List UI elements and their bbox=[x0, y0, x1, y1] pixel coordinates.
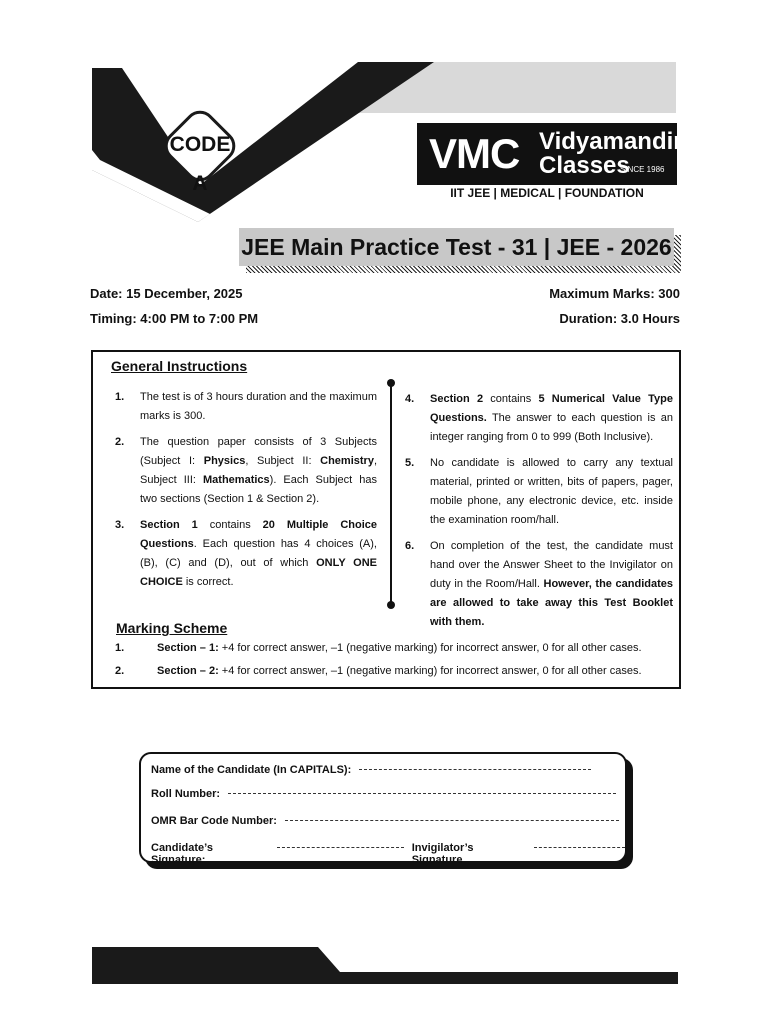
instruction-text-part: Section 2 bbox=[430, 393, 484, 405]
invigilator-signature-line[interactable] bbox=[534, 847, 625, 848]
instruction-number: 4. bbox=[405, 393, 415, 405]
instructions-left-column bbox=[115, 388, 377, 599]
divider-top-dot bbox=[387, 379, 395, 387]
instruction-text-part: contains bbox=[483, 393, 539, 405]
instruction-item bbox=[405, 454, 673, 530]
instruction-text-part: . Each question has 4 choices (A), (B), (C) and (D), out of which bbox=[140, 538, 377, 569]
instruction-number: 2. bbox=[115, 436, 125, 448]
instruction-text bbox=[430, 390, 673, 447]
logo-name-line1: Vidyamandir bbox=[539, 128, 683, 155]
general-instructions-heading: General Instructions bbox=[111, 358, 248, 374]
candidate-name-line[interactable] bbox=[359, 769, 591, 770]
divider-bottom-dot bbox=[387, 601, 395, 609]
instruction-text-part: ). Each Subject has two sections (Section 1 & Section 2). bbox=[140, 474, 378, 505]
instruction-number: 6. bbox=[405, 540, 415, 552]
logo-tagline: IIT JEE | MEDICAL | FOUNDATION bbox=[450, 186, 644, 200]
instruction-text-part: The test is of 3 hours duration and the maximum marks is 300. bbox=[140, 391, 377, 422]
marking-scheme-heading: Marking Scheme bbox=[116, 620, 228, 636]
candidate-signature-label: Candidate’s Signature: bbox=[151, 842, 213, 866]
candidate-name-field[interactable] bbox=[151, 764, 591, 776]
instruction-text-part: Section 1 bbox=[140, 519, 198, 531]
instruction-number: 5. bbox=[405, 457, 415, 469]
footer-band-graphic bbox=[0, 940, 768, 990]
title-banner bbox=[239, 228, 674, 266]
instruction-text-part: contains bbox=[197, 519, 263, 531]
logo-abbr: VMC bbox=[429, 130, 520, 177]
instruction-text-part: However, the candidates are allowed to take away this Test Booklet with them. bbox=[430, 578, 673, 628]
instruction-number: 1. bbox=[115, 391, 125, 403]
instruction-text bbox=[430, 537, 673, 632]
instruction-text-part: Chemistry bbox=[320, 455, 374, 467]
marking-scheme-row bbox=[115, 665, 642, 677]
omr-barcode-line[interactable] bbox=[285, 820, 619, 821]
marking-scheme-row bbox=[115, 642, 642, 654]
code-title: CODE bbox=[169, 133, 231, 156]
instruction-text-part: On completion of the test, the candidate must hand over the Answer Sheet to the Invigilator on duty in the Room/Hall. bbox=[430, 540, 673, 590]
instruction-text-part: , Subject III: bbox=[140, 455, 377, 486]
invigilator-signature-label: Invigilator’s Signature bbox=[411, 842, 474, 866]
candidate-signature-line[interactable] bbox=[277, 847, 404, 848]
exam-duration: Duration: 3.0 Hours bbox=[559, 311, 680, 326]
maximum-marks: Maximum Marks: 300 bbox=[549, 286, 680, 301]
marking-row-label: Section – 1: bbox=[157, 642, 219, 654]
omr-barcode-field[interactable] bbox=[151, 815, 619, 827]
logo-name-line2: Classes bbox=[539, 152, 630, 179]
instruction-text bbox=[140, 388, 377, 426]
instruction-item bbox=[115, 516, 377, 592]
code-letter: A bbox=[192, 172, 208, 195]
marking-row-number: 1. bbox=[115, 642, 125, 654]
exam-timing: Timing: 4:00 PM to 7:00 PM bbox=[90, 311, 259, 326]
instruction-text-part: No candidate is allowed to carry any textual material, printed or written, bits of papers, pager, mobile phone, any electronic device, etc. inside the examination room/hall. bbox=[430, 457, 673, 526]
vmc-logo bbox=[417, 123, 683, 185]
omr-barcode-label: OMR Bar Code Number: bbox=[151, 815, 277, 827]
instruction-text-part: ONLY ONE CHOICE bbox=[140, 557, 377, 588]
instruction-text bbox=[140, 433, 377, 509]
instruction-text bbox=[430, 454, 673, 530]
instruction-text-part: The question paper consists of 3 Subjects (Subject I: bbox=[140, 436, 377, 467]
roll-number-label: Roll Number: bbox=[151, 788, 221, 800]
column-divider bbox=[390, 382, 392, 606]
instruction-item bbox=[405, 390, 673, 447]
instruction-text-part: 5 Numerical Value Type Questions. bbox=[430, 393, 673, 424]
instruction-text-part: , Subject II: bbox=[245, 455, 321, 467]
instruction-text bbox=[140, 516, 377, 592]
instructions-box bbox=[91, 350, 681, 689]
exam-date: Date: 15 December, 2025 bbox=[90, 286, 243, 301]
instruction-item bbox=[115, 388, 377, 426]
marking-row-number: 2. bbox=[115, 665, 125, 677]
roll-number-field[interactable] bbox=[151, 788, 616, 800]
test-title: JEE Main Practice Test - 31 | JEE - 2026 bbox=[241, 234, 672, 260]
instruction-text-part: The answer to each question is an integer ranging from 0 to 999 (Both Inclusive). bbox=[430, 412, 673, 443]
instruction-number: 3. bbox=[115, 519, 125, 531]
roll-number-line[interactable] bbox=[228, 793, 616, 794]
instructions-right-column bbox=[405, 390, 673, 639]
instruction-text-part: Mathematics bbox=[203, 474, 270, 486]
marking-row-text: +4 for correct answer, –1 (negative marking) for incorrect answer, 0 for all other cases. bbox=[218, 665, 642, 677]
logo-since: SINCE 1986 bbox=[620, 165, 665, 174]
instruction-text-part: is correct. bbox=[182, 576, 234, 588]
candidate-form bbox=[139, 752, 627, 866]
instruction-item bbox=[115, 433, 377, 509]
marking-row-label: Section – 2: bbox=[157, 665, 219, 677]
instruction-item bbox=[405, 537, 673, 632]
instruction-text-part: 20 Multiple Choice Questions bbox=[140, 519, 377, 550]
instruction-text-part: Physics bbox=[203, 455, 246, 467]
signature-row bbox=[151, 842, 625, 866]
marking-row-text: +4 for correct answer, –1 (negative marking) for incorrect answer, 0 for all other cases. bbox=[218, 642, 642, 654]
candidate-name-label: Name of the Candidate (In CAPITALS): bbox=[151, 764, 352, 776]
